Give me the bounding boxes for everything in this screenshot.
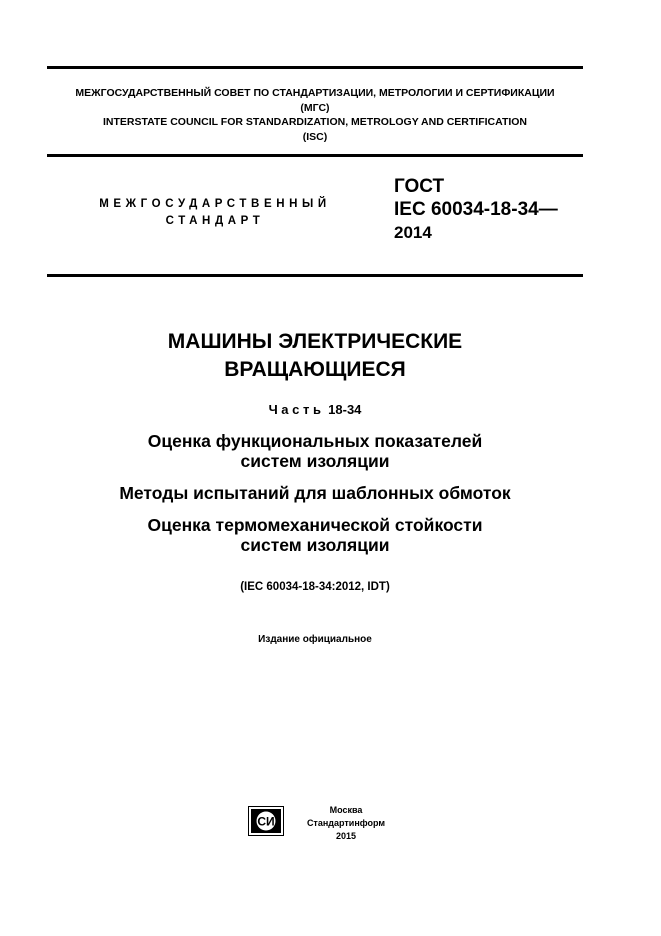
- iec-reference: (IEC 60034-18-34:2012, IDT): [240, 581, 390, 593]
- subtitle2: Методы испытаний для шаблонных обмоток: [119, 483, 511, 503]
- gost-year: 2014: [394, 223, 432, 242]
- council-ru-line1: МЕЖГОСУДАРСТВЕННЫЙ СОВЕТ ПО СТАНДАРТИЗАЦИИ, МЕТРОЛОГИИ И СЕРТИФИКАЦИИ: [75, 87, 555, 99]
- part-number: 18-34: [328, 402, 362, 417]
- publisher-year: 2015: [335, 831, 357, 841]
- subtitle1-line2: систем изоляции: [240, 451, 390, 471]
- header-rule: [47, 154, 583, 157]
- standartinform-logo-icon: [248, 806, 284, 836]
- council-ru-abbr: (МГС): [300, 102, 330, 114]
- title-line1: МАШИНЫ ЭЛЕКТРИЧЕСКИЕ: [167, 330, 463, 353]
- publisher-name: Стандартинформ: [306, 818, 386, 828]
- subtitle3-line2: систем изоляции: [240, 535, 390, 555]
- standard-type-line2: СТАНДАРТ: [165, 215, 265, 227]
- council-en-line1: INTERSTATE COUNCIL FOR STANDARDIZATION, METROLOGY AND CERTIFICATION: [102, 116, 528, 128]
- publisher-city: Москва: [329, 805, 363, 815]
- edition-note: Издание официальное: [258, 634, 372, 645]
- part-word: Часть: [268, 402, 325, 417]
- logo-text: СИ: [257, 814, 275, 829]
- top-rule: [47, 66, 583, 69]
- gost-label: ГОСТ: [394, 176, 445, 197]
- publisher-block: [300, 804, 392, 843]
- subtitle3-line1: Оценка термомеханической стойкости: [147, 515, 483, 535]
- council-en-abbr: (ISC): [302, 131, 328, 143]
- part-label: [0, 401, 630, 419]
- title-line2: ВРАЩАЮЩИЕСЯ: [224, 358, 406, 381]
- logo-graphic: [248, 806, 284, 836]
- subtitle1-line1: Оценка функциональных показателей: [147, 431, 483, 451]
- gost-designation: [394, 175, 558, 244]
- designation-rule: [47, 274, 583, 277]
- standard-type-line1: МЕЖГОСУДАРСТВЕННЫЙ: [99, 198, 331, 210]
- gost-number: IEC 60034-18-34—: [394, 199, 558, 220]
